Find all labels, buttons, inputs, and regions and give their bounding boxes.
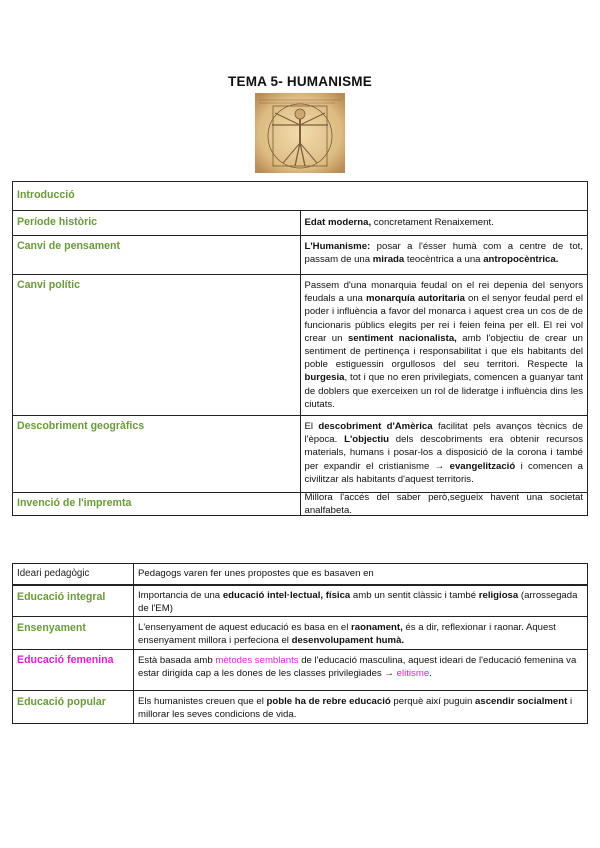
row-content <box>138 586 583 615</box>
row-content <box>305 275 584 411</box>
text-run: L'ensenyament de aquest educació es basa en el <box>138 622 352 633</box>
rich-text <box>305 491 584 517</box>
bold-term: burgesia <box>304 372 345 384</box>
text-run: El <box>304 421 319 432</box>
rich-text <box>305 216 494 229</box>
row-label: Invenció de l'impremta <box>17 497 132 510</box>
bold-term: sentiment nacionalista, <box>347 332 457 344</box>
text-run: Passem d'una monarquia feudal on el rei depenia del senyors feudals a una <box>304 280 583 305</box>
row-label: Període històric <box>17 216 98 229</box>
bold-term: poble ha de rebre educació <box>266 696 391 707</box>
row-label: Canvi de pensament <box>17 240 121 252</box>
row-content <box>305 236 584 266</box>
row-label: Ensenyament <box>17 622 86 634</box>
text-run: Millora l'accés del saber però,segueix havent una societat analfabeta. <box>304 491 583 516</box>
bold-term: ascendir socialment <box>475 696 568 707</box>
intro-heading: Introducció <box>17 189 75 202</box>
row-label: Canvi polític <box>17 279 80 291</box>
pedagogy-table <box>12 563 588 724</box>
text-run: . <box>429 668 432 680</box>
bold-term: L'Humanisme: <box>304 241 371 252</box>
highlight-term: mètodes semblants <box>215 655 299 666</box>
page-title: TEMA 5- HUMANISME <box>228 74 372 89</box>
text-run: perquè així puguin <box>390 696 476 707</box>
table-header-row <box>13 564 588 586</box>
rich-text <box>305 421 584 485</box>
table-row <box>13 585 588 617</box>
text-run: Importancia de una <box>138 590 223 601</box>
text-run: amb un sentit clàssic i també <box>350 590 479 601</box>
table-row <box>13 493 588 516</box>
row-content <box>305 416 584 486</box>
bold-term: mirada <box>372 254 405 266</box>
bold-term: raonament, <box>351 622 403 633</box>
bold-term: Edat moderna, <box>304 217 372 229</box>
text-run: és a dir, reflexionar i raonar. Aquest ensenyament millora i perfeciona el <box>138 622 556 647</box>
pedagogy-intro: Pedagogs varen fer unes propostes que es basaven en <box>138 568 374 580</box>
text-run: de l'educació masculina, aquest ideari de l'educació femenina va estar dirigida cap a les dones de les classes privilegiades → <box>138 655 577 680</box>
text-run: teocèntrica a una <box>404 254 484 266</box>
table-row <box>13 617 588 650</box>
table-row <box>13 416 588 493</box>
bold-term: monarquía autoritaria <box>365 293 465 305</box>
pedagogy-heading: Ideari pedagògic <box>17 568 90 580</box>
bold-term: antropocèntrica. <box>483 254 559 266</box>
text-run: , tot i que no eren privilegiats, comencen a guanyar tant de doblers que exerceixen un rol de lideratge i influència dins les ciutats. <box>304 372 583 410</box>
row-content <box>305 211 584 235</box>
row-content <box>305 493 584 515</box>
text-run: i millorar les seves condicions de vida. <box>138 696 573 721</box>
text-run: (arrossegada de l'EM) <box>138 590 578 615</box>
rich-text <box>138 622 556 646</box>
rich-text <box>138 655 576 679</box>
table-row <box>13 650 588 691</box>
rich-text <box>138 696 572 720</box>
bold-term: religiosa <box>478 590 519 601</box>
text-run: on el senyor feudal perd el poder i influència a favor del monarca i aquest crea un cos de de funcionaris públics elegits per rei i feien feina per ell. El rei vol crear un <box>304 293 584 344</box>
text-run: facilitat pels avanços tècnics de l'època. <box>304 421 583 446</box>
table-row <box>13 691 588 724</box>
row-content <box>138 650 583 680</box>
row-content <box>138 617 583 647</box>
text-run: amb l'objectiu de crear un sentiment de pertinença i responsabilitat i que els habitants del poble estiguessin orgullosos del seu territori. Respecte la <box>304 332 583 371</box>
rich-text <box>138 590 577 614</box>
history-table <box>12 181 588 516</box>
text-run: Està basada amb <box>138 655 216 666</box>
vitruvian-man-icon <box>255 93 345 173</box>
text-run: Els humanistes creuen que el <box>138 696 267 707</box>
highlight-term: elitisme <box>396 668 430 680</box>
table-row <box>13 236 588 275</box>
row-label: Educació femenina <box>17 654 114 666</box>
row-label: Educació popular <box>17 696 106 708</box>
row-label: Descobriment geogràfics <box>17 420 145 432</box>
rich-text <box>305 241 584 265</box>
bold-term: educació intel·lectual, física <box>222 590 351 601</box>
text-run: posar a l'ésser humà com a centre de tot, passam de una <box>304 241 583 266</box>
text-run: dels descobriments era obtenir recursos materials, humans i posar-los a disposició de la corona i també per expandir el cristianisme → <box>304 434 583 472</box>
bold-term: evangelització <box>449 460 516 472</box>
text-run: i comencen a civilitzar als habitants d'aquest territoris. <box>304 460 583 485</box>
text-run: concretament Renaixement. <box>371 217 494 229</box>
rich-text <box>305 280 584 410</box>
row-content <box>138 691 583 721</box>
table-header-row <box>13 182 588 211</box>
row-label: Educació integral <box>17 591 106 603</box>
table-row <box>13 275 588 416</box>
bold-term: desenvolupament humà. <box>291 635 405 647</box>
table-row <box>13 211 588 236</box>
bold-term: L'objectiu <box>344 434 389 446</box>
bold-term: descobriment d'Amèrica <box>318 421 433 432</box>
